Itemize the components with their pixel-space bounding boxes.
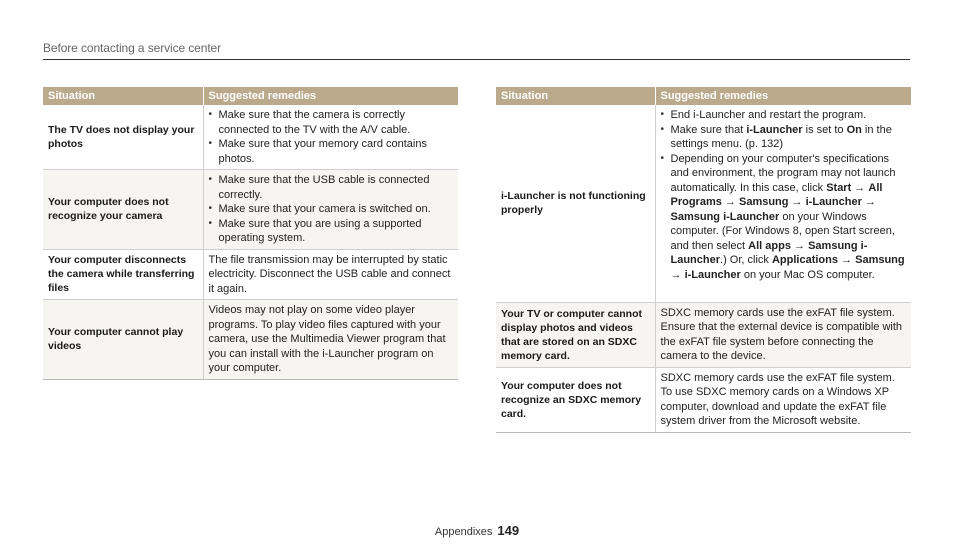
emphasized-term: i-Launcher bbox=[805, 196, 862, 208]
header-divider bbox=[43, 59, 910, 60]
emphasized-term: i-Launcher bbox=[746, 123, 803, 136]
page-number: 149 bbox=[497, 523, 520, 538]
remedy-list bbox=[209, 173, 454, 246]
table-row bbox=[43, 170, 458, 250]
remedy-item bbox=[661, 152, 907, 283]
table-header-row bbox=[496, 87, 911, 105]
emphasized-term: Samsung bbox=[855, 254, 905, 266]
text-run: → bbox=[837, 254, 856, 266]
situation-cell: Your computer does not recognize an SDXC memory card. bbox=[496, 367, 655, 432]
remedy-list bbox=[661, 108, 907, 282]
situation-cell: Your TV or computer cannot display photos and videos that are stored on an SDXC memory card. bbox=[496, 302, 655, 367]
troubleshooting-table-left bbox=[43, 87, 458, 380]
remedy-item: • Make sure that you are using a supported operating system. bbox=[209, 217, 454, 246]
column-header-situation: Situation bbox=[496, 87, 655, 105]
remedy-text: SDXC memory cards use the exFAT file system. To use SDXC memory cards on a Windows XP computer, download and update the exFAT file system driver from the Microsoft website. bbox=[660, 371, 895, 427]
emphasized-term: All Programs bbox=[670, 181, 883, 208]
text-run: is set to bbox=[802, 123, 847, 136]
page-footer bbox=[0, 523, 954, 538]
text-run: on your Windows computer. (For Windows 8, open Start screen, and then select bbox=[670, 210, 895, 252]
text-run: → bbox=[790, 239, 809, 252]
table-row bbox=[496, 302, 911, 367]
remedy-text: The file transmission may be interrupted by static electricity. Disconnect the USB cable and connect it again. bbox=[208, 253, 451, 295]
text-run: → bbox=[851, 181, 869, 194]
situation-cell: Your computer cannot play videos bbox=[43, 300, 203, 380]
remedy-cell bbox=[203, 249, 458, 300]
text-run: Make sure that bbox=[670, 123, 747, 136]
text-run: End i-Launcher and restart the program. bbox=[670, 109, 867, 121]
text-run: → bbox=[670, 268, 685, 281]
emphasized-term: Samsung bbox=[738, 196, 789, 208]
text-run: → bbox=[721, 196, 739, 208]
remedy-text: Videos may not play on some video player programs. To play video files captured with your camera, use the Multimedia Viewer program that you can install with the i-Launcher program on your computer. bbox=[208, 304, 446, 374]
remedy-cell bbox=[655, 367, 911, 432]
table-row bbox=[496, 105, 911, 302]
situation-cell: The TV does not display your photos bbox=[43, 105, 203, 170]
text-run: → bbox=[861, 196, 876, 208]
text-run: .) Or, click bbox=[720, 254, 772, 266]
emphasized-term: On bbox=[846, 123, 862, 136]
remedy-cell bbox=[203, 300, 458, 380]
text-run: → bbox=[788, 196, 806, 208]
table-row bbox=[43, 300, 458, 380]
text-run: on your Mac OS computer. bbox=[740, 268, 875, 281]
remedy-item: • Make sure that your camera is switched on. bbox=[209, 202, 454, 217]
column-header-situation: Situation bbox=[43, 87, 203, 105]
remedy-item: • Make sure that the USB cable is connected correctly. bbox=[209, 173, 454, 202]
remedy-cell bbox=[203, 105, 458, 170]
remedy-cell bbox=[655, 302, 911, 367]
remedy-cell bbox=[203, 170, 458, 250]
text-run: in the settings menu. (p. 132) bbox=[670, 123, 892, 150]
situation-cell: i-Launcher is not functioning properly bbox=[496, 105, 655, 302]
remedy-item: • Make sure that the camera is correctly connected to the TV with the A/V cable. bbox=[209, 108, 454, 137]
column-header-remedies: Suggested remedies bbox=[655, 87, 911, 105]
remedy-item bbox=[661, 123, 907, 152]
situation-cell: Your computer does not recognize your camera bbox=[43, 170, 203, 250]
table-header-row bbox=[43, 87, 458, 105]
remedy-item bbox=[661, 108, 907, 123]
emphasized-term: Samsung i-Launcher bbox=[670, 210, 780, 223]
remedy-text: SDXC memory cards use the exFAT file system. Ensure that the external device is compatible with the exFAT file system before connecting the camera to the device. bbox=[660, 306, 903, 362]
remedy-item: • Make sure that your memory card contains photos. bbox=[209, 137, 454, 166]
remedy-cell bbox=[655, 105, 911, 302]
column-header-remedies: Suggested remedies bbox=[203, 87, 458, 105]
emphasized-term: Samsung i-Launcher bbox=[670, 239, 868, 266]
table-row bbox=[43, 249, 458, 300]
emphasized-term: Start bbox=[826, 181, 852, 194]
emphasized-term: Applications bbox=[771, 254, 838, 266]
troubleshooting-table-right bbox=[496, 87, 911, 433]
table-row bbox=[496, 367, 911, 432]
emphasized-term: i-Launcher bbox=[684, 268, 741, 281]
table-row bbox=[43, 105, 458, 170]
situation-cell: Your computer disconnects the camera while transferring files bbox=[43, 249, 203, 300]
remedy-list bbox=[209, 108, 454, 166]
footer-section-label: Appendixes bbox=[434, 526, 493, 538]
page-header-title: Before contacting a service center bbox=[43, 41, 222, 55]
text-run: Depending on your computer's specifications and environment, the program may not launch automatically. In this case, click bbox=[670, 152, 896, 194]
emphasized-term: All apps bbox=[748, 239, 791, 252]
